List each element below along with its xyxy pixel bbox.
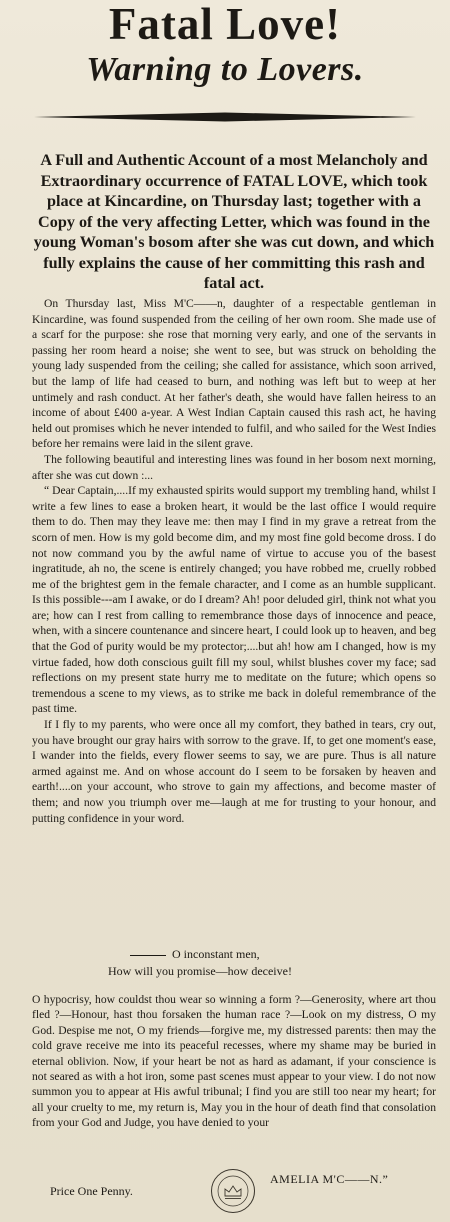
letter-paragraph: “ Dear Captain,....If my exhausted spirits would support my trembling hand, whilst I write a few lines to ease a broken heart, it would be the last office I would require them to do. Then may they leave me: then may I find in my grave a retreat from the scorn of men. How is my gold become dim, and my most fine gold become dross. I do not now command you by the awful name of virtue to accuse you of the basest ingratitude, ah no, the scene is entirely changed; you have robbed me, cruelly robbed me of the brightest gem in the female character, and I come as an humble supplicant. Is this possible---am I awake, or do I dream? Ah! poor deluded girl, think not what you are; how can I rest from calling to remembrance those days of innocence and peace, when, with a sincere countenance and sincere heart, I could look up to heaven, and beg that the God of purity would be my protector;....but ah! how am I changed, how is my virtue faded, how doth conscious guilt fill my soul, whilst blushes cover my face; sad reflections on my present state hurry me to meditate on the future; which opens so tremendous a scene to my views, as to strike me back in doleful remembrance of the past time. <box>32 484 436 716</box>
paragraph: The following beautiful and interesting lines was found in her bosom next morning, after she was cut down :... <box>32 452 436 482</box>
closing-paragraph: O hypocrisy, how couldst thou wear so winning a form ?—Generosity, where art thou fled ?—Honour, hast thou forsaken the human race ?—Look on my distress, O my God. Despise me not, O my friends—forgive me, my distressed parents: then may the cold grave receive me into its peaceful recesses, where my shame may be buried in eternal oblivion. Now, if your heart be not as hard as adamant, if your conscience is not seared as with a hot iron, some past scenes must appear to your view. I do not now summon you to appear at His awful tribunal; I find you are still too near my heart; for all your cruelty to me, my return is, May you in the hour of death find that consolation from your God and Judge, you have denied to your <box>32 993 436 1130</box>
verse-line: How will you promise—how deceive! <box>108 964 292 978</box>
paragraph: On Thursday last, Miss M'C——n, daughter of a respectable gentleman in Kincardine, was found suspended from the ceiling of her own room. She made use of a scarf for the purpose: she rose that morning very early, and one of the servants in passing her room heard a noise; she went to see, but was struck on beholding the young lady suspended from the ceiling; she called for assistance, which soon arrived, but the lamp of life had ceased to burn, and nothing was left but to weep at her untimely and rash conduct. At her father's death, she would have fallen heiress to an income of about £400 a-year. A West Indian Captain caused this rash act, he having held out promises which he never intended to fulfil, and who sailed for the West Indies before her remains were laid in the silent grave. <box>32 297 436 451</box>
summary-heading: A Full and Authentic Account of a most Melancholy and Extraordinary occurrence of FATAL LOVE, which took place at Kincardine, on Thursday last; together with a Copy of the very affecting Letter, which was found in the young Woman's bosom after she was cut down, and which fully explains the cause of her committing this rash and fatal act. <box>33 151 435 292</box>
page-subtitle: Warning to Lovers. <box>86 51 364 88</box>
verse-line: O inconstant men, <box>172 947 260 961</box>
signature: AMELIA M'C——N.” <box>270 1172 389 1186</box>
page-title: Fatal Love! <box>108 0 342 49</box>
paragraph: If I fly to my parents, who were once all my comfort, they bathed in tears, cry out, you have brought our gray hairs with sorrow to the grave. If, to get one moment's ease, I wander into the fields, every flower seems to say, we are pure. Thus is all nature armed against me. And on whose account do I seem to be forsaken by heaven and earth!....on your account, who strove to gain my affections, and become master of them; and now you triumph over me—laugh at me for trusting to your honour, and putting confidence in your word. <box>32 718 436 825</box>
verse-dash <box>130 955 166 956</box>
ornamental-rule <box>34 112 416 122</box>
article-body <box>32 296 436 826</box>
verse <box>108 946 292 980</box>
price-label: Price One Penny. <box>50 1184 133 1198</box>
library-stamp-icon <box>210 1168 256 1214</box>
